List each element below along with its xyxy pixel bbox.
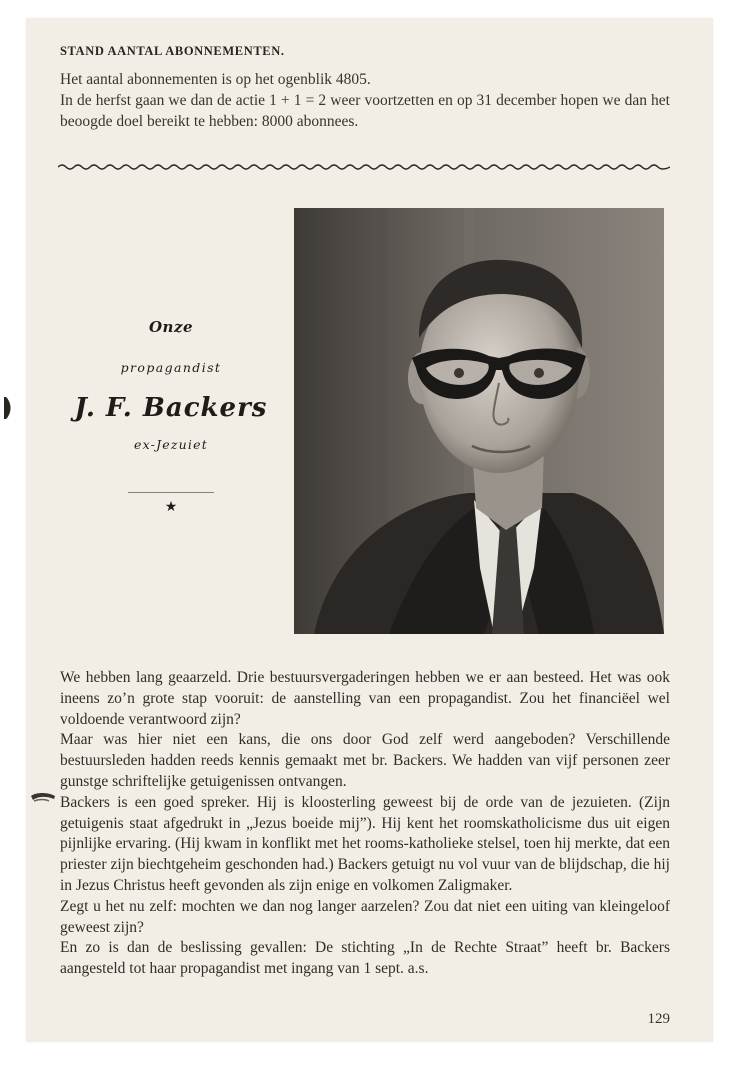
caption-propagandist: propagandist bbox=[120, 360, 222, 375]
body-paragraph-5: En zo is dan de beslissing gevallen: De stichting „In de Rechte Straat” heeft br. Backers aangesteld tot haar propagandist met ingang van 1 sept. a.s. bbox=[60, 939, 670, 978]
caption-name: J. F. Backers bbox=[74, 393, 268, 423]
page-sheet bbox=[26, 18, 713, 1042]
caption-rule bbox=[128, 492, 214, 493]
intro-line-count: Het aantal abonnementen is op het ogenblik 4805. bbox=[60, 71, 371, 88]
margin-mark-icon bbox=[4, 397, 12, 419]
article-body bbox=[60, 668, 670, 980]
section-heading: STAND AANTAL ABONNEMENTEN. bbox=[60, 44, 285, 58]
body-paragraph-2: Maar was hier niet een kans, die ons door God zelf werd aangeboden? Verschillende bestuursleden hadden reeds kennis gemaakt met br. Backers. We hadden van vijf personen zeer gunstge schriftelijke getuigenissen ontvangen. bbox=[60, 731, 670, 790]
intro-paragraph bbox=[60, 69, 670, 132]
page-number: 129 bbox=[647, 1011, 670, 1027]
portrait-illustration bbox=[294, 208, 664, 634]
caption-onze: Onze bbox=[148, 318, 194, 336]
caption-ex-jesuit: ex-Jezuiet bbox=[134, 437, 208, 452]
intro-line-campaign: In de herfst gaan we dan de actie 1 + 1 = 2 weer voortzetten en op 31 december hopen we dan het beoogde doel bereikt te hebben: 8000 abonnees. bbox=[60, 92, 670, 130]
body-paragraph-3: Backers is een goed spreker. Hij is kloosterling geweest bij de orde van de jezuieten. (Zijn getuigenis staat afgedrukt in „Jezus boeide mij”). Hij kent het roomskatholicisme dus uit eigen pijnlijke ervaring. (Hij kwam in konflikt met het rooms-katholieke stelsel, toen hij merkte, dat een priester zijn biechtgeheim geschonden had.) Backers getuigt nu vol vuur van de blijdschap, die hij in Jezus Christus heeft gevonden als zijn enige en volkomen Zaligmaker. bbox=[60, 793, 670, 894]
portrait-photo bbox=[294, 208, 664, 634]
wavy-divider bbox=[58, 162, 670, 172]
star-icon: ★ bbox=[164, 499, 178, 515]
portrait-caption bbox=[46, 318, 296, 515]
body-paragraph-4: Zegt u het nu zelf: mochten we dan nog langer aarzelen? Zou dat niet een uiting van kleingeloof geweest zijn? bbox=[60, 897, 670, 936]
binding-clip-icon bbox=[30, 792, 56, 804]
body-paragraph-1: We hebben lang geaarzeld. Drie bestuursvergaderingen hebben we er aan besteed. Het was ook ineens zo’n grote stap vooruit: de aanstelling van een propagandist. Zou het financiëel wel voldoende verantwoord zijn? bbox=[60, 669, 670, 728]
